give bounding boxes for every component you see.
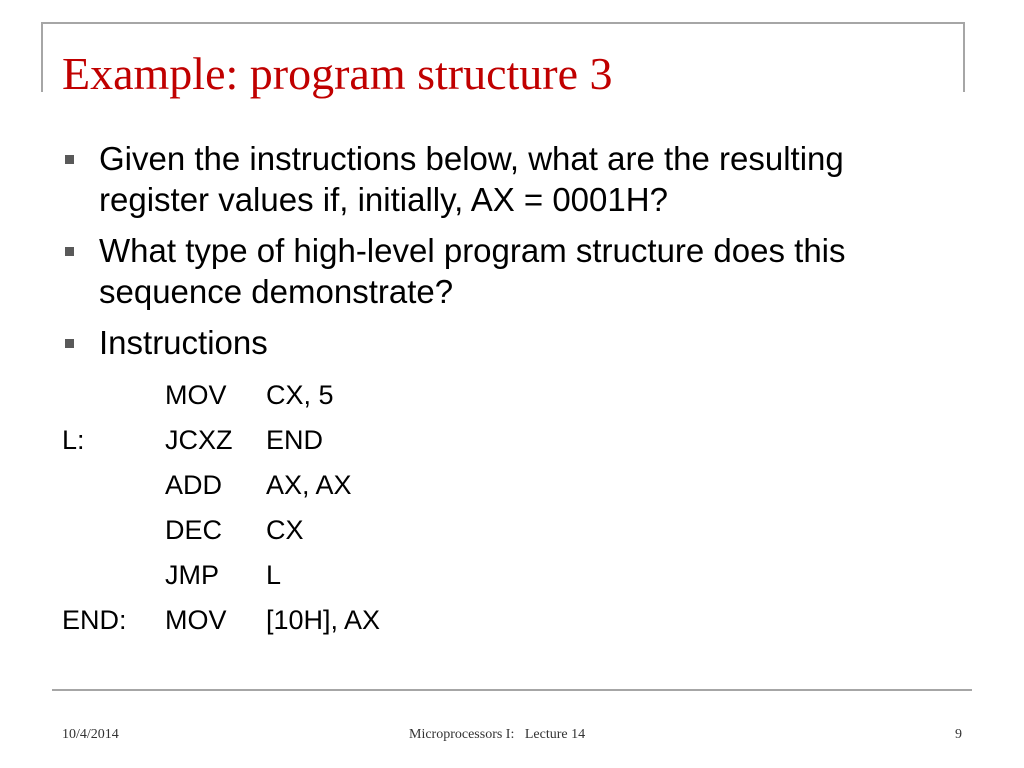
title-frame-right [963, 22, 965, 92]
code-opcode: DEC [165, 515, 223, 545]
code-label [62, 553, 165, 598]
code-opcode: ADD [165, 470, 223, 500]
code-operands: END [266, 425, 324, 455]
code-operands: [10H], AX [266, 605, 381, 635]
square-bullet-icon [65, 339, 74, 348]
code-label: L: [62, 425, 85, 455]
footer-divider [52, 689, 972, 691]
bullet-item-instructions [62, 322, 962, 363]
code-operands: CX [266, 515, 304, 545]
code-line [62, 553, 380, 598]
bullet-list [62, 138, 962, 373]
bullet-text: What type of high-level program structure does this sequence demonstrate? [99, 232, 846, 310]
code-label: END: [62, 605, 127, 635]
footer-page-number: 9 [955, 727, 962, 742]
code-opcode: JMP [165, 560, 219, 590]
code-line [62, 418, 380, 463]
code-opcode: MOV [165, 605, 227, 635]
square-bullet-icon [65, 247, 74, 256]
code-line [62, 508, 380, 553]
title-frame-top [41, 22, 965, 24]
title-frame-left [41, 22, 43, 92]
code-operands: CX, 5 [266, 380, 334, 410]
square-bullet-icon [65, 155, 74, 164]
footer-course-title: Microprocessors I: Lecture 14 [409, 727, 586, 742]
slide-title: Example: program structure 3 [62, 48, 613, 99]
code-label [62, 463, 165, 508]
bullet-text: Given the instructions below, what are the resulting register values if, initially, AX = 0001H? [99, 140, 844, 218]
bullet-item-question-registers [62, 138, 962, 220]
code-label [62, 373, 165, 418]
code-line [62, 463, 380, 508]
code-line [62, 373, 380, 418]
code-opcode: MOV [165, 380, 227, 410]
code-label [62, 508, 165, 553]
footer-date: 10/4/2014 [62, 727, 119, 742]
code-operands: L [266, 560, 282, 590]
code-listing [62, 373, 380, 643]
bullet-text: Instructions [99, 324, 268, 361]
bullet-item-question-structure [62, 230, 962, 312]
code-operands: AX, AX [266, 470, 352, 500]
code-opcode: JCXZ [165, 425, 233, 455]
code-line [62, 598, 380, 643]
